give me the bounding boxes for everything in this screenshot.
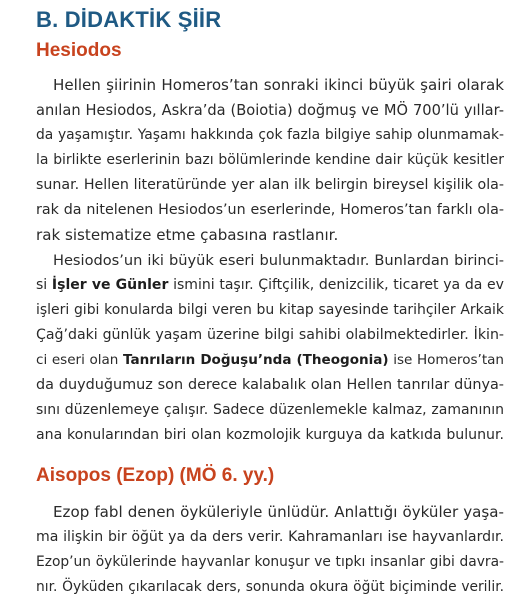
text-fragment: ise Homeros’tan (388, 352, 504, 368)
text-line: işleri gibi konularda bilgi veren bu kitap sayesinde tarihçiler Arkaik (36, 302, 504, 318)
hesiodos-paragraph-1 (36, 73, 504, 248)
text-fragment: ismini taşır. Çiftçilik, denizcilik, ticaret ya da ev (168, 277, 504, 293)
aisopos-paragraph-1 (36, 500, 504, 600)
hesiodos-heading: Hesiodos (36, 40, 122, 61)
text-fragment: ci eseri olan (36, 352, 124, 368)
text-fragment: si (36, 277, 52, 293)
text-line: Ezop’un öykülerinde hayvanlar konuşur ve tıpkı insanlar gibi davra- (36, 554, 504, 570)
text-line: sunar. Hellen literatüründe yer alan ilk belirgin bireysel kişilik ola- (36, 177, 504, 193)
text-line (36, 348, 504, 373)
text-line (36, 273, 504, 298)
text-line: Hellen şiirinin Homeros’tan sonraki ikinci büyük şairi olarak (53, 76, 504, 94)
text-line: da duyduğumuz son derece kalabalık olan Hellen tanrılar dünya- (36, 377, 504, 393)
text-line: rak sistematize etme çabasına rastlanır. (36, 226, 339, 244)
aisopos-heading: Aisopos (Ezop) (MÖ 6. yy.) (36, 465, 275, 486)
text-line: anılan Hesiodos, Askra’da (Boiotia) doğmuş ve MÖ 700’lü yıllar- (36, 102, 504, 119)
text-line: rak da nitelenen Hesiodos’un eserlerinde, Homeros’tan farklı ola- (36, 202, 504, 218)
text-line: ma ilişkin bir öğüt ya da ders verir. Kahramanları ise hayvanlardır. (36, 529, 504, 545)
text-line: nır. Öyküden çıkarılacak ders, sonunda okura öğüt biçiminde verilir. (36, 579, 504, 595)
text-line: la birlikte eserlerinin bazı bölümlerinde kendine dair küçük kesitler (36, 152, 504, 168)
text-line: ana konularından biri olan kozmolojik kurguya da katkıda bulunur. (36, 427, 504, 443)
text-line: Ezop fabl denen öyküleriyle ünlüdür. Anlattığı öyküler yaşa- (53, 503, 504, 521)
section-title: B. DİDAKTİK ŞİİR (36, 7, 222, 32)
text-line: Çağ’daki günlük yaşam üzerine bilgi sahibi olabilmektedirler. İkin- (36, 327, 504, 343)
text-line: da yaşamıştır. Yaşamı hakkında çok fazla bilgiye sahip olunmamak- (36, 127, 504, 143)
work-title-isler-ve-gunler: İşler ve Günler (51, 277, 169, 293)
hesiodos-paragraph-2 (36, 248, 504, 448)
text-line: sını düzenlemeye çalışır. Sadece düzenlemekle kalmaz, zamanının (36, 402, 504, 418)
text-line: Hesiodos’un iki büyük eseri bulunmaktadır. Bunlardan birinci- (53, 252, 504, 269)
work-title-theogonia: Tanrıların Doğuşu’nda (Theogonia) (123, 352, 389, 368)
